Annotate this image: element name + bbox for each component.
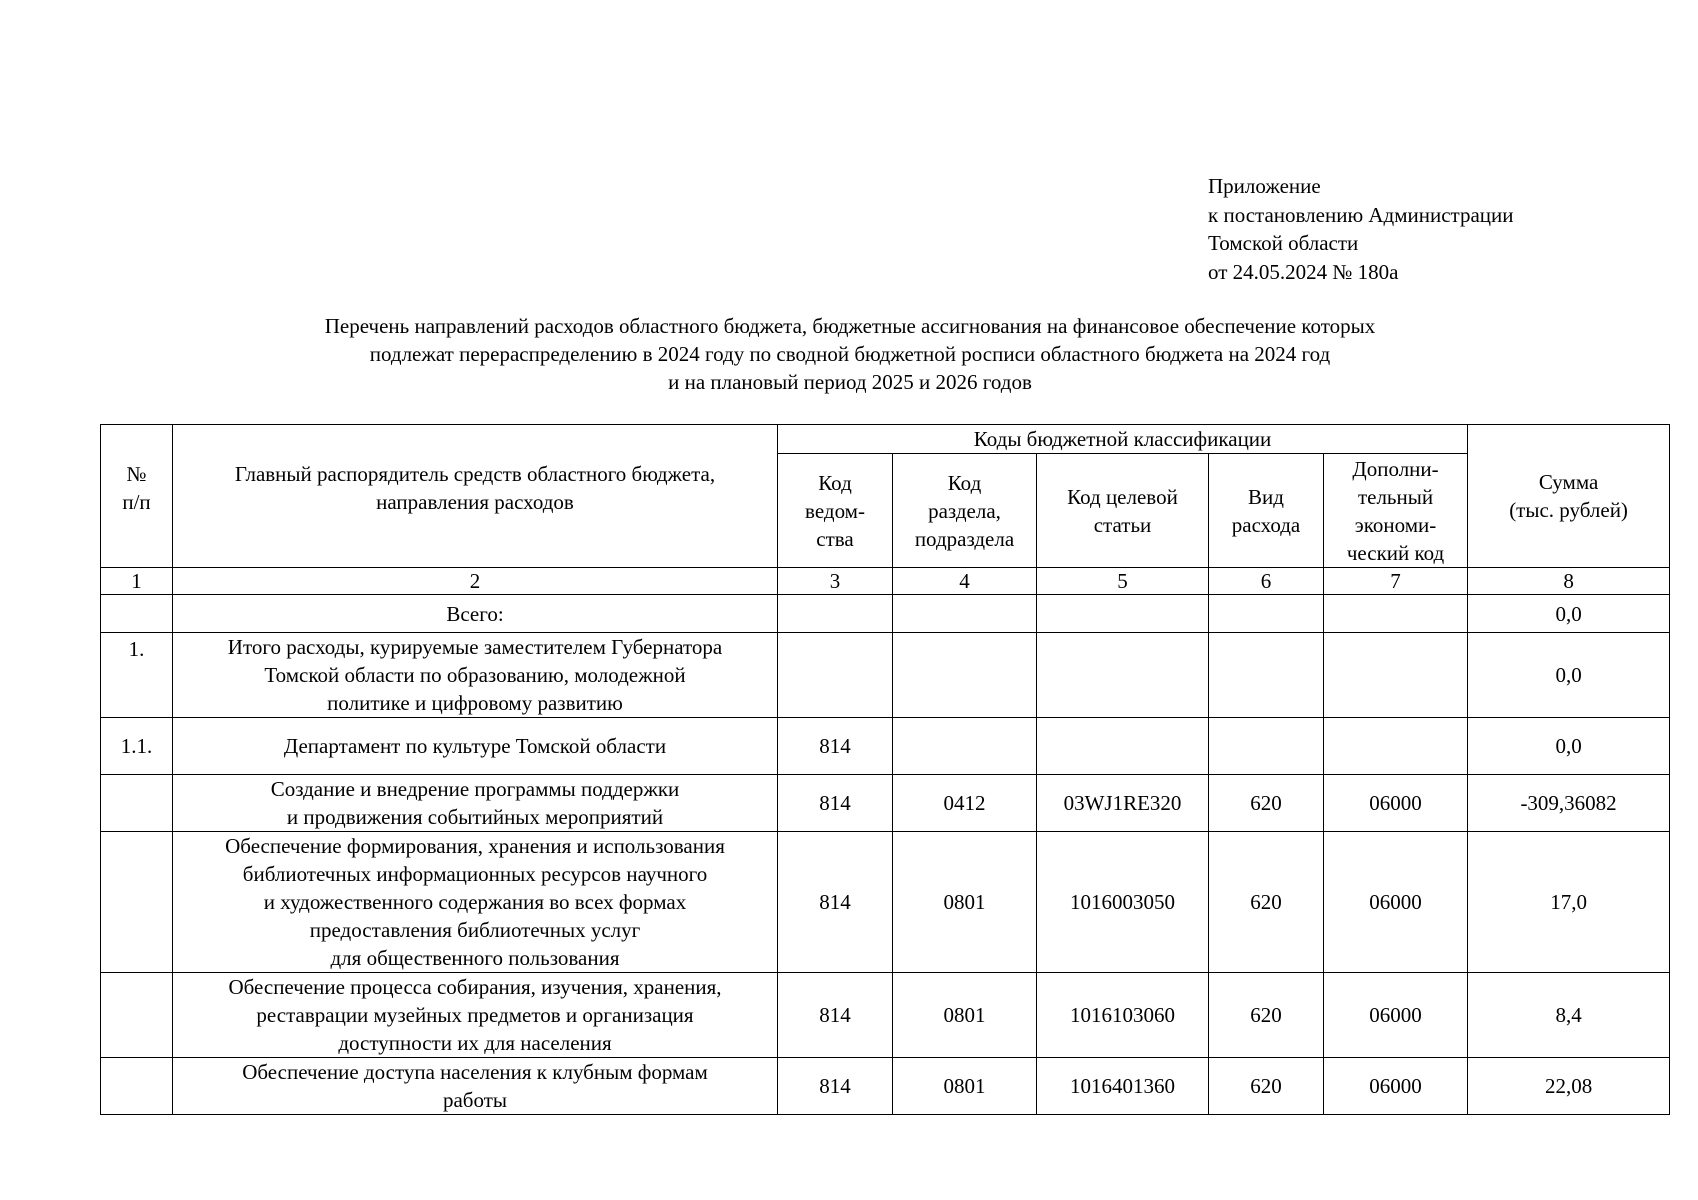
row-sum: 0,0: [1468, 718, 1670, 775]
row-dept-code: 814: [778, 718, 893, 775]
row-section-code: 0412: [893, 775, 1037, 832]
row-expense-type: [1209, 718, 1324, 775]
row-name: Обеспечение процесса собирания, изучения, хранения, реставрации музейных предметов и организация доступности их для населения: [173, 973, 778, 1058]
row-target-code: [1037, 718, 1209, 775]
header-codes-group: Коды бюджетной классификации: [778, 425, 1468, 454]
row-extra-code: 06000: [1324, 832, 1468, 973]
row-name: Всего:: [173, 595, 778, 633]
row-target-code: 1016401360: [1037, 1058, 1209, 1115]
row-dept-code: 814: [778, 832, 893, 973]
row-target-code: 1016103060: [1037, 973, 1209, 1058]
row-number: 1.: [101, 633, 173, 718]
title-line: Перечень направлений расходов областного бюджета, бюджетные ассигнования на финансовое обеспечение которых: [324, 314, 1376, 338]
row-number: [101, 595, 173, 633]
table-row: [101, 718, 1670, 775]
row-sum: -309,36082: [1468, 775, 1670, 832]
row-number: [101, 832, 173, 973]
document-title: [100, 312, 1600, 396]
table-row: [101, 973, 1670, 1058]
row-name: Итого расходы, курируемые заместителем Губернатора Томской области по образованию, молодежной политике и цифровому развитию: [173, 633, 778, 718]
row-number: [101, 775, 173, 832]
row-target-code: [1037, 633, 1209, 718]
row-extra-code: 06000: [1324, 1058, 1468, 1115]
column-numbers-row: [101, 568, 1670, 595]
row-sum: 22,08: [1468, 1058, 1670, 1115]
row-sum: 17,0: [1468, 832, 1670, 973]
header-expense-type: Вид расхода: [1209, 454, 1324, 568]
header-target-code: Код целевой статьи: [1037, 454, 1209, 568]
row-expense-type: 620: [1209, 832, 1324, 973]
row-number: [101, 973, 173, 1058]
row-extra-code: 06000: [1324, 775, 1468, 832]
row-name: Обеспечение формирования, хранения и использования библиотечных информационных ресурсов научного и художественного содержания во всех формах предоставления библиотечных услуг для общественного пользования: [173, 832, 778, 973]
row-extra-code: [1324, 718, 1468, 775]
row-section-code: [893, 718, 1037, 775]
row-section-code: 0801: [893, 832, 1037, 973]
column-number: 4: [893, 568, 1037, 595]
column-number: 7: [1324, 568, 1468, 595]
row-target-code: 1016003050: [1037, 832, 1209, 973]
row-dept-code: 814: [778, 1058, 893, 1115]
row-target-code: [1037, 595, 1209, 633]
row-extra-code: 06000: [1324, 973, 1468, 1058]
row-extra-code: [1324, 633, 1468, 718]
row-expense-type: 620: [1209, 1058, 1324, 1115]
row-dept-code: [778, 633, 893, 718]
row-section-code: 0801: [893, 973, 1037, 1058]
row-name: Обеспечение доступа населения к клубным формам работы: [173, 1058, 778, 1115]
row-dept-code: 814: [778, 973, 893, 1058]
header-section-code: Код раздела, подраздела: [893, 454, 1037, 568]
appendix-line: от 24.05.2024 № 180а: [1208, 259, 1399, 284]
row-expense-type: [1209, 595, 1324, 633]
row-name: Департамент по культуре Томской области: [173, 718, 778, 775]
row-sum: 0,0: [1468, 595, 1670, 633]
column-number: 5: [1037, 568, 1209, 595]
column-number: 6: [1209, 568, 1324, 595]
row-number: [101, 1058, 173, 1115]
appendix-line: Приложение: [1208, 174, 1321, 198]
header-dept-code: Код ведом- ства: [778, 454, 893, 568]
appendix-line: к постановлению Администрации: [1208, 202, 1514, 227]
budget-table: [100, 424, 1670, 1115]
row-sum: 0,0: [1468, 633, 1670, 718]
row-expense-type: [1209, 633, 1324, 718]
table-row: [101, 633, 1670, 718]
column-number: 8: [1468, 568, 1670, 595]
table-row: [101, 775, 1670, 832]
column-number: 2: [173, 568, 778, 595]
row-expense-type: 620: [1209, 775, 1324, 832]
title-line: и на плановый период 2025 и 2026 годов: [668, 370, 1032, 394]
row-dept-code: 814: [778, 775, 893, 832]
row-dept-code: [778, 595, 893, 633]
column-number: 1: [101, 568, 173, 595]
row-number: 1.1.: [101, 718, 173, 775]
column-number: 3: [778, 568, 893, 595]
row-target-code: 03WJ1RE320: [1037, 775, 1209, 832]
title-line: подлежат перераспределению в 2024 году по сводной бюджетной росписи областного бюджета на 2024 год: [369, 342, 1331, 366]
header-extra-code: Дополни- тельный экономи- ческий код: [1324, 454, 1468, 568]
row-extra-code: [1324, 595, 1468, 633]
row-name: Создание и внедрение программы поддержки и продвижения событийных мероприятий: [173, 775, 778, 832]
row-sum: 8,4: [1468, 973, 1670, 1058]
header-name: Главный распорядитель средств областного бюджета, направления расходов: [173, 425, 778, 568]
appendix-block: [1208, 172, 1514, 286]
appendix-line: Томской области: [1208, 231, 1359, 255]
table-row: [101, 595, 1670, 633]
row-section-code: [893, 595, 1037, 633]
row-section-code: 0801: [893, 1058, 1037, 1115]
header-sum: Сумма (тыс. рублей): [1468, 425, 1670, 568]
header-num: № п/п: [101, 425, 173, 568]
table-row: [101, 832, 1670, 973]
table-row: [101, 1058, 1670, 1115]
row-expense-type: 620: [1209, 973, 1324, 1058]
row-section-code: [893, 633, 1037, 718]
